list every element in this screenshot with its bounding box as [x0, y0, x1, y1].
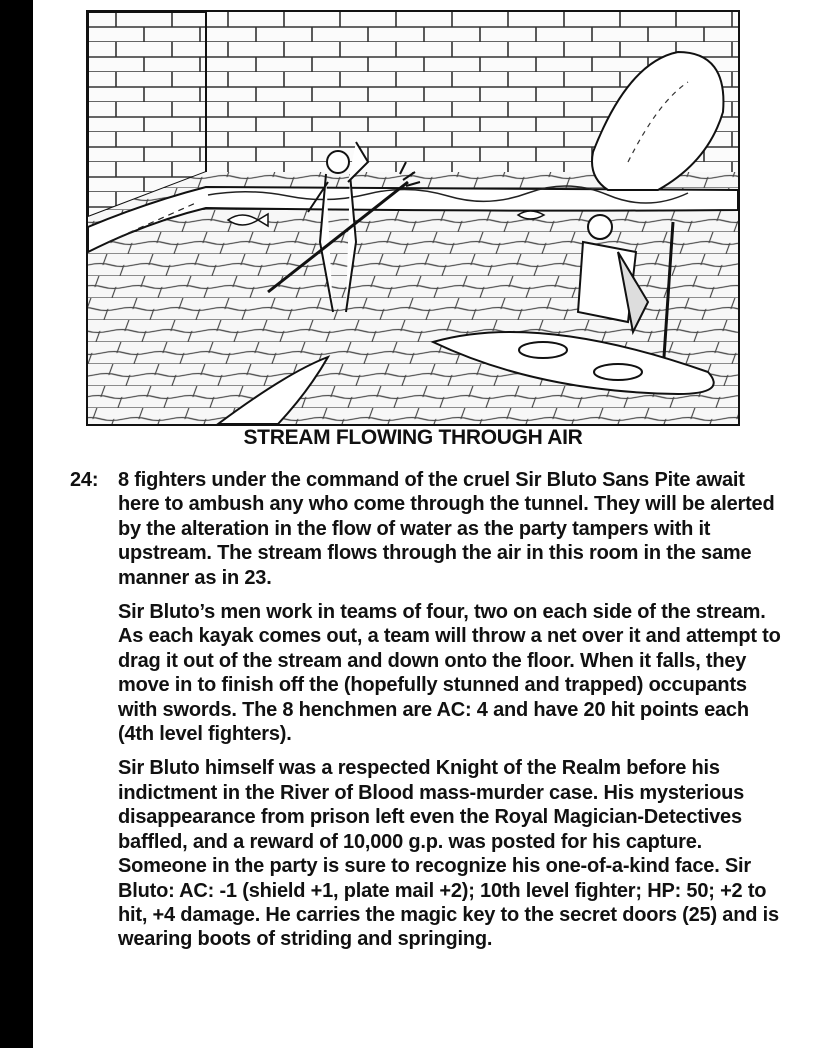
- bold-term: shield +1, plate mail +2: [248, 879, 462, 902]
- left-margin-bar: [0, 0, 33, 1048]
- text-run: ); 10th level fighter; HP: 50; +2 to hit, +4 damage. He carries the magic: [118, 879, 767, 926]
- paragraph-2: [118, 600, 785, 746]
- text-run: Sir Bluto himself was a respected Knight of the Realm before his indictment in the River of Blood mass-murder case. His mysterious disappearance from prison left even the Royal Magician-Detectives baffled, and a reward of 10,000 g.p. was posted for his capture. Someone in the party is sure to recognize his one-of-a-kind face. Sir Bluto: AC: -1 (: [118, 757, 751, 902]
- text-run: to the secret doors (: [495, 903, 689, 926]
- illustration-caption: STREAM FLOWING THROUGH AIR: [243, 426, 583, 449]
- text-run: Sir Bluto’s men work in teams of four, two on each side of the stream. As each kayak comes out, a team will throw a net over it and attempt to drag it out of the stream and down onto the floor. When it falls, they move in to finish off the (hopefully stunned and trapped) occupants with swords. The 8 henchmen are AC: 4 and have 20 hit points each (4th level fighters).: [118, 601, 781, 746]
- entry-number: 24:: [70, 469, 99, 491]
- text-run: ) and is wearing: [118, 903, 779, 951]
- paragraph-3: [118, 756, 785, 951]
- text-run: .: [486, 928, 493, 951]
- stream-illustration: [86, 10, 740, 426]
- paragraph-1: [118, 468, 785, 590]
- bold-term: 23: [244, 566, 267, 589]
- bold-term: boots of striding and springing: [197, 928, 487, 951]
- bold-term: 25: [688, 903, 711, 926]
- bold-term: key: [462, 903, 496, 926]
- text-run: 8 fighters under the command of the cruel Sir Bluto Sans Pite await here to ambush any who come through the tunnel. They will be alerted by the alteration in the flow of water as the party tampers with it upstream. The stream flows through the air in this room in the same manner as in: [118, 469, 775, 589]
- entry-24: [70, 468, 785, 962]
- text-run: .: [266, 566, 272, 589]
